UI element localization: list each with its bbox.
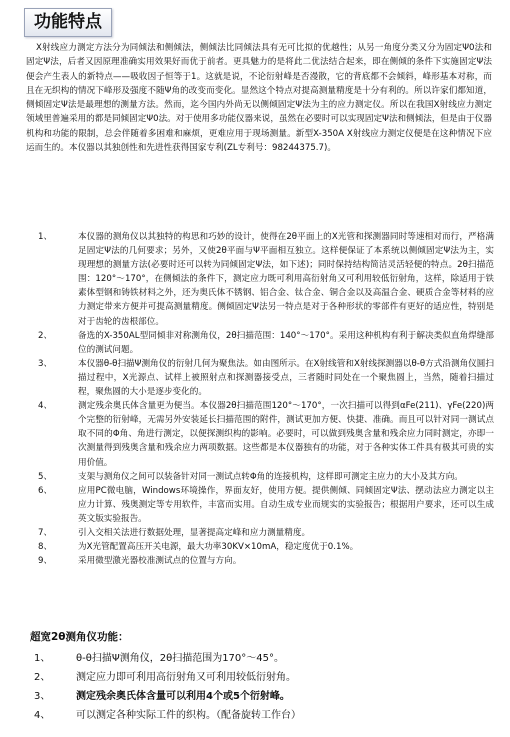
item-text: 为X光管配置高压开关电源，最大功率30KV×10mA，稳定度优于0.1%。 (78, 542, 359, 553)
list-item (30, 687, 490, 706)
item-text: 备选的X-350AL型同倾非对称测角仪，2θ扫描范围：140°～170°。采用这种机构有利于解决类似直角焊缝部位的测试问题。 (78, 330, 494, 355)
item-text: 支架与测角仪之间可以装备针对同一测试点转Φ角的连接机构，这样即可测定主应力的大小及其方向。 (78, 471, 463, 482)
item-text: 本仪器的测角仪以其独特的构思和巧妙的设计，使得在2θ平面上的X光管和探测器同时等速相对而行，严格满足固定Ψ法的几何要求；另外，又使2θ平面与Ψ平面相互独立。这样便保证了本系统以侧倾固定Ψ法为主，实现理想的测量方法(必要时还可以转为同倾固定Ψ法，如下述)；同时保持结构简洁灵活轻便的特点。2θ扫描范围：120°～170°，在侧倾法的条件下，测定应力既可利用高衍射角又可利用较低衍射角，这样，除适用于铁素体型钢和铸铁材料之外，还为奥氏体不锈钢、铝合金、钛合金、铜合金以及高温合金、硬质合金等材料的应力测定带来方便并可提高测量精度。侧倾固定Ψ法另一特点是对于各种形状的零部件有更好的适应性，特别是对于齿轮的齿根部位。 (78, 232, 494, 327)
item-text: θ-θ扫描Ψ测角仪，2θ扫描范围为170°～45°。 (76, 653, 285, 664)
list-item (0, 484, 510, 526)
list-item (0, 526, 510, 540)
item-number: 4、 (34, 710, 51, 721)
list-item (0, 230, 510, 329)
list-item (0, 554, 510, 568)
item-text: 引入交相关法进行数据处理，显著提高定峰和应力测量精度。 (78, 527, 311, 538)
list-item (0, 399, 510, 469)
page-title: 功能特点 (24, 8, 112, 37)
item-number: 1、 (38, 232, 53, 242)
section-title: 超宽2θ测角仪功能： (30, 631, 129, 643)
item-text: 本仪器θ-θ扫描Ψ测角仪的衍射几何为聚焦法。如由图所示。在X射线管和X射线探测器以θ-θ方式沿测角仪圆扫描过程中，X光源点、试样上被照射点和探测器接受点，三者随时同处在一个聚焦圆上，当然，随着扫描过程，聚焦圆的大小是逐步变化的。 (78, 358, 494, 398)
intro-paragraph: X射线应力测定方法分为同倾法和侧倾法，侧倾法比同倾法具有无可比拟的优越性；从另一角度分类又分为固定Ψ0法和固定Ψ法，后者又因原理准确实用效果好而优于前者。更具魅力的是将此二优法结合起来，即在侧倾的条件下实施固定Ψ法便会产生表人的新特点——吸收因子恒等于1。这就是说，不论衍射峰是否漫散，它的背底都不会倾斜，峰形基本对称，而且在无织构的情况下峰形及强度不随Ψ角的改变而变化。显然这个特点对提高测量精度是十分有利的。所以许家们都知道，侧倾固定Ψ法是最理想的测量方法。然而，迄今国内外尚无以侧倾固定Ψ法为主的应力测定仪。所以在我国X射线应力测定领域里普遍采用的都是同倾固定Ψ0法。对于使用多功能仪器来说，虽然在必要时可以实现固定Ψ法和侧倾法，但是由于仪器机构和功能的限制，总会伴随着多困难和麻烦，更难应用于现场测量。新型X-350A X射线应力测定仪便是在这种情况下应运而生的。本仪器以其独创性和先进性获得国家专利(ZL专利号：98244375.7)。 (26, 43, 492, 154)
item-number: 5、 (38, 471, 53, 482)
list-item (0, 329, 510, 357)
item-number: 3、 (34, 691, 51, 702)
item-text: 测定残余奥氏体含量可以利用4个或5个衍射峰。 (76, 691, 290, 702)
list-item (0, 540, 510, 554)
item-number: 2、 (34, 672, 51, 683)
goniometer-section (30, 629, 490, 725)
list-item (0, 357, 510, 399)
item-number: 7、 (38, 527, 53, 538)
item-number: 3、 (38, 358, 53, 369)
item-text: 测定残余奥氏体含量更为便当。本仪器2θ扫描范围120°～170°，一次扫描可以得到αFe(211)、γFe(220)两个完整的衍射峰，无需另外安装延长扫描范围的附件，测试更加方便、快捷、准确。而且可以针对同一测试点取不同的Φ角、角进行测定，以便探测织构的影响。必要时，可以做到残奥含量和残余应力同时测定，亦即一次测量得到残奥含量和残余应力两项数据。这些都是本仪器独有的功能，对于各种实体工件具有极其可贵的实用价值。 (78, 401, 494, 468)
item-number: 4、 (38, 401, 53, 412)
feature-list (0, 230, 510, 568)
item-text: 应用PC微电脑，Windows环境操作，界面友好，使用方便。提供侧倾、同倾固定Ψ法、摆动法应力测定以主应力计算、残奥测定等专用软件，丰富而实用。自动生成专业而规实的实验报告；根据用户要求，还可以生成英文版实验报告。 (78, 485, 494, 524)
item-number: 9、 (38, 556, 53, 567)
item-number: 1、 (34, 653, 51, 664)
item-number: 2、 (38, 330, 53, 341)
list-item (30, 706, 490, 725)
list-item (30, 668, 490, 687)
item-text: 采用微型激光器校准测试点的位置与方向。 (78, 556, 242, 567)
item-number: 8、 (38, 542, 53, 553)
list-item (30, 649, 490, 668)
item-text: 测定应力即可利用高衍射角又可利用较低衍射角。 (76, 672, 296, 683)
item-text: 可以测定各种实际工件的织构。（配备旋转工作台） (76, 710, 301, 721)
list-item (0, 470, 510, 484)
item-number: 6、 (38, 485, 53, 496)
